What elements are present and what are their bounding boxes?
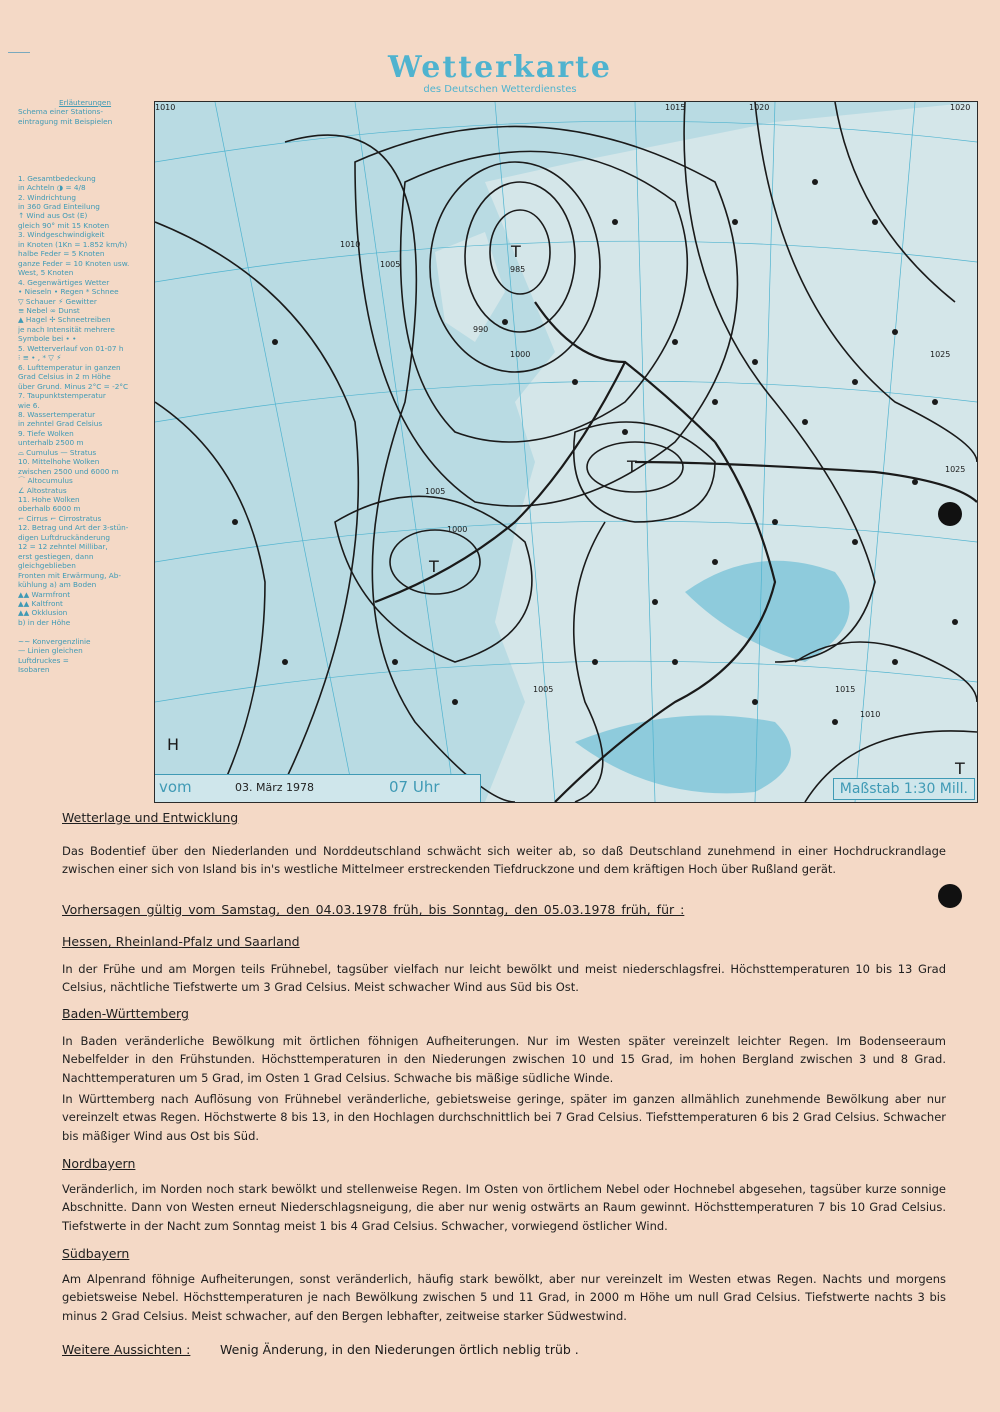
legend-title: Erläuterungen (58, 98, 112, 107)
legend-line: 3. Windgeschwindigkeit (18, 230, 105, 240)
legend-line: 5. Wetterverlauf von 01-07 h (18, 343, 124, 353)
legend-line (18, 627, 152, 636)
punch-hole-top (938, 502, 962, 526)
legend-line: 12. Betrag und Art der 3-stün- (18, 523, 129, 533)
map-date-box (155, 774, 481, 802)
pressure-label: 1015 (835, 685, 856, 694)
page-edge-mark (8, 52, 30, 53)
legend-line: 10. Mittelhohe Wolken (18, 457, 100, 467)
forecast-intro: Vorhersagen gültig vom Samstag, den 04.03.1978 früh, bis Sonntag, den 05.03.1978 früh, für : (62, 902, 685, 917)
legend-line: 4. Gegenwärtiges Wetter (18, 277, 110, 287)
wetterlage-heading: Wetterlage und Entwicklung (62, 810, 239, 825)
legend-line: — Linien gleichen (18, 646, 83, 656)
low-marker: T (627, 457, 637, 476)
hessen-text: In der Frühe und am Morgen teils Frühnebel, tagsüber vielfach nur leicht bewölkt und meist niederschlagsfrei. Höchsttemperaturen 10 bis 13 Grad Celsius, nächtliche Tiefstwerte um 3 Grad Celsius. Meist schwacher Wind aus Süd bis Ost. (62, 962, 946, 995)
legend-line: je nach Intensität mehrere (18, 324, 115, 334)
legend-line: gleichgeblieben (18, 561, 76, 571)
legend-line: 11. Hohe Wolken (18, 495, 80, 505)
legend-line: wie 6. (18, 400, 40, 410)
legend-line: zwischen 2500 und 6000 m (18, 466, 119, 476)
pressure-label: 990 (473, 325, 489, 334)
low-marker: T (511, 242, 521, 261)
legend-line (18, 155, 152, 164)
suedbayern-heading: Südbayern (62, 1246, 130, 1261)
legend-line: erst gestiegen, dann (18, 551, 94, 561)
high-marker: H (167, 735, 180, 754)
legend-line: Grad Celsius in 2 m Höhe (18, 372, 111, 382)
punch-hole-bottom (938, 884, 962, 908)
legend-line: ⌐ Cirrus ⌐ Cirrostratus (18, 513, 102, 523)
page-title: Wetterkarte (388, 50, 612, 85)
pressure-label: 1010 (860, 710, 881, 719)
legend-line (18, 126, 152, 135)
legend-line: b) in der Höhe (18, 617, 71, 627)
legend-line: 7. Taupunktstemperatur (18, 391, 106, 401)
legend-line: 12 = 12 zehntel Millibar, (18, 542, 108, 552)
pressure-label: 1000 (510, 350, 531, 359)
low-marker: T (955, 759, 965, 778)
map-graphic (155, 102, 977, 802)
legend-line: ≡ Nebel ∞ Dunst (18, 305, 80, 315)
legend-line: 6. Lufttemperatur in ganzen (18, 362, 121, 372)
pressure-label: 1005 (425, 487, 446, 496)
legend (18, 98, 152, 675)
weather-map (154, 101, 978, 803)
legend-line: ▲ Hagel ✢ Schneetreiben (18, 315, 111, 325)
continent-land (485, 102, 977, 802)
low-marker: T (429, 557, 439, 576)
legend-line: Symbole bei • • (18, 334, 77, 344)
legend-line: ⌓ Cumulus — Stratus (18, 447, 97, 457)
legend-line: Fronten mit Erwärmung, Ab- (18, 570, 122, 580)
date-vom-label: vom (159, 778, 192, 796)
outlook-text: Wenig Änderung, in den Niederungen örtlich neblig trüb . (220, 1342, 579, 1357)
pressure-label: 1020 (950, 103, 971, 112)
legend-line: ⌒ Altocumulus (18, 476, 73, 486)
legend-line: 1. Gesamtbedeckung (18, 173, 96, 183)
legend-line: über Grund. Minus 2°C = -2°C (18, 381, 129, 391)
pressure-label: 1015 (665, 103, 686, 112)
legend-line: eintragung mit Beispielen (18, 116, 113, 126)
page-subtitle: des Deutschen Wetterdienstes (423, 84, 577, 95)
legend-line: 2. Windrichtung (18, 192, 77, 202)
legend-line: ↑ Wind aus Ost (E) (18, 211, 88, 221)
legend-line: Isobaren (18, 665, 50, 675)
legend-line: in 360 Grad Einteilung (18, 201, 100, 211)
bw-text-2: In Württemberg nach Auflösung von Frühnebel veränderliche, gebietsweise geringe, später im ganzen allmählich zunehmende Bewölkung aber nur vereinzelt etwas Regen. Höchstwerte 8 bis 13, in den Hochlagen durchschnittlich bei 7 Grad Celsius. Tiefsttemperaturen 6 bis 2 Grad Celsius. Schwacher bis mäßiger Wind aus Ost bis Süd. (62, 1092, 946, 1143)
legend-line: digen Luftdruckänderung (18, 532, 111, 542)
legend-line: ganze Feder = 10 Knoten usw. (18, 258, 130, 268)
legend-line: in zehntel Grad Celsius (18, 419, 103, 429)
pressure-label: 1025 (945, 465, 966, 474)
outlook-label: Weitere Aussichten : (62, 1342, 191, 1357)
legend-line: ▲▲ Warmfront (18, 589, 71, 599)
legend-line: ▲▲ Kaltfront (18, 599, 63, 609)
legend-line: Luftdruckes = (18, 655, 69, 665)
nordbayern-text: Veränderlich, im Norden noch stark bewölkt und stellenweise Regen. Im Osten von örtlichem Nebel oder Hochnebel abgesehen, tagsüber kurze sonnige Abschnitte. Dann von Westen erneut Niederschlagsneigung, die aber nur wenig ostwärts an Raum gewinnt. Höchsttemperaturen 7 bis 10 Grad Celsius. Tiefstwerte in der Nacht zum Sonntag meist 1 bis 4 Grad Celsius. Schwacher, vorwiegend östlicher Wind. (62, 1182, 946, 1233)
nordbayern-heading: Nordbayern (62, 1156, 136, 1171)
legend-line (18, 136, 152, 145)
map-date: 03. März 1978 (235, 781, 315, 794)
legend-line: in Achteln ◑ = 4/8 (18, 183, 86, 193)
legend-line: ▲▲ Okklusion (18, 608, 68, 618)
legend-line: 9. Tiefe Wolken (18, 428, 74, 438)
map-time: 07 Uhr (389, 778, 440, 796)
legend-line: unterhalb 2500 m (18, 438, 84, 448)
bw-text-1: In Baden veränderliche Bewölkung mit örtlichen föhnigen Aufheiterungen. Nur im Westen später vereinzelt leichter Regen. Im Bodenseeraum Nebelfelder in den Frühstunden. Höchsttemperaturen in den Niederungen zwischen 10 und 15 Grad, im hohen Bergland zwischen 3 und 8 Grad. Nachttemperaturen um 5 Grad, im Osten 1 Grad Celsius. Schwache bis mäßige südliche Winde. (62, 1034, 946, 1085)
legend-lines (18, 107, 152, 674)
legend-line: 8. Wassertemperatur (18, 409, 96, 419)
pressure-label: 1005 (533, 685, 554, 694)
legend-line: gleich 90° mit 15 Knoten (18, 220, 110, 230)
legend-line: halbe Feder = 5 Knoten (18, 249, 105, 259)
legend-line: ⁝ ≡ • , * ▽ ⚡ (18, 353, 62, 363)
legend-line (18, 145, 152, 154)
wetterlage-text: Das Bodentief über den Niederlanden und Norddeutschland schwächt sich weiter ab, so daß Deutschland zunehmend in einer Hochdruckrandlage zwischen einer sich von Island bis in's westliche Mittelmeer erstreckenden Tiefdruckzone und dem kräftigen Hoch über Rußland gerät. (62, 844, 946, 877)
pressure-label: 1005 (380, 260, 401, 269)
legend-line: Schema einer Stations- (18, 107, 103, 117)
suedbayern-text: Am Alpenrand föhnige Aufheiterungen, sonst veränderlich, häufig stark bewölkt, aber nur vereinzelt im Westen etwas Regen. Nachts und morgens gebietsweise Nebel. Höchsttemperaturen je nach Bewölkung zwischen 5 und 11 Grad, in 2000 m Höhe um null Grad Celsius. Tiefstwerte nachts 3 bis minus 2 Grad Celsius. Meist schwacher, auf den Bergen lebhafter, zeitweise starker Südwestwind. (62, 1272, 946, 1323)
bw-heading: Baden-Württemberg (62, 1006, 189, 1021)
legend-line: kühlung a) am Boden (18, 580, 97, 590)
legend-line (18, 164, 152, 173)
legend-line: oberhalb 6000 m (18, 504, 81, 514)
pressure-label: 985 (510, 265, 526, 274)
legend-line: • Nieseln • Regen * Schnee (18, 287, 119, 297)
legend-line: ▽ Schauer ⚡ Gewitter (18, 296, 97, 306)
legend-line: West, 5 Knoten (18, 268, 74, 278)
map-scale: Maßstab 1:30 Mill. (833, 778, 975, 800)
pressure-label: 1010 (340, 240, 361, 249)
pressure-label: 1010 (155, 103, 176, 112)
hessen-heading: Hessen, Rheinland-Pfalz und Saarland (62, 934, 300, 949)
legend-line: in Knoten (1Kn = 1.852 km/h) (18, 239, 128, 249)
pressure-label: 1020 (749, 103, 770, 112)
pressure-label: 1000 (447, 525, 468, 534)
header (300, 52, 700, 96)
legend-line: ∠ Altostratus (18, 485, 67, 495)
legend-line: ~~ Konvergenzlinie (18, 636, 91, 646)
pressure-label: 1025 (930, 350, 951, 359)
